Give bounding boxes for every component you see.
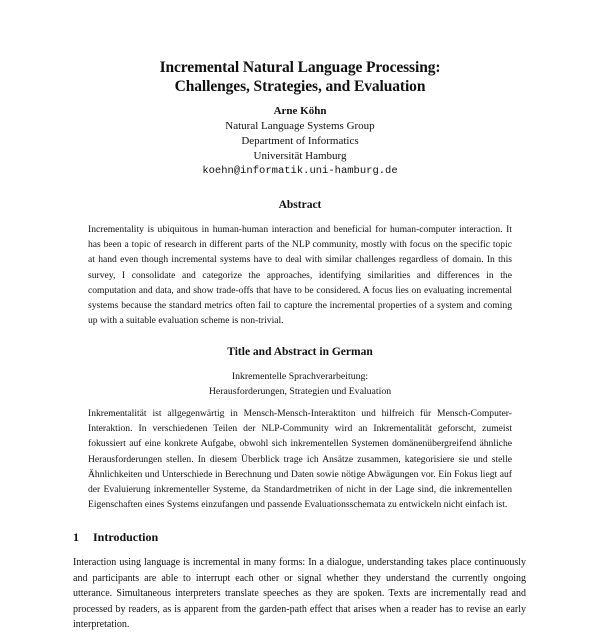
german-heading: Title and Abstract in German	[227, 346, 373, 358]
german-title-line-1: Inkrementelle Sprachverarbeitung:	[231, 371, 369, 382]
german-title-line-2: Herausforderungen, Strategien und Evaluation	[208, 386, 392, 397]
german-title	[0, 369, 600, 399]
abstract-text: Incrementality is ubiquitous in human-human interaction and beneficial for human-computer interaction. It has been a topic of research in different parts of the NLP community, mostly with focus on the specific topic at hand even though incremental systems have to deal with similar challenges regardless of domain. In this survey, I consolidate and categorize the approaches, identifying similarities and differences in the computation and data, and show trade-offs that have to be considered. A focus lies on evaluating incremental systems because the standard metrics often fail to capture the incremental properties of a system and coming up with a suitable evaluation scheme is non-trivial.	[88, 224, 512, 327]
introduction-text: Interaction using language is incremental in many forms: In a dialogue, understanding takes place continuously and participants are able to interrupt each other or signal whether they understand the currently ongoing utterance. Simultaneous interpreters translate speeches as they are spoken. Texts are incrementally read and processed by readers, as is apparent from the garden-path effect that arises when a reader has to revise an early interpretation.	[73, 557, 526, 630]
affiliation-university: Universität Hamburg	[253, 150, 347, 162]
section-heading-introduction	[73, 530, 158, 545]
german-abstract-text: Inkrementalität ist allgegenwärtig in Mensch-Mensch-Interaktiton und hilfreich für Mensch-Computer-Interaktion. In verschiedenen Teilen der NLP-Community wird an Inkrementalität geforscht, zumeist fokussiert auf eine konkrete Aufgabe, obwohl sich inkrementellen Systemen domänenübergreifend ähnliche Herausforderungen stellen. In diesem Überblick trage ich Ansätze zusammen, kategorisiere sie und stelle Ähnlichkeiten und Unterschiede in Berechnung und Daten sowie nötige Abwägungen vor. Ein Fokus liegt auf der Evaluierung inkrementeller Systeme, da Standardmetriken of nicht in der Lage sind, die inkrementellen Eigenschaften eines Systems einzufangen und passende Evaluationsschemata zu entwickeln nicht einfach ist.	[88, 408, 512, 511]
affiliation-department: Department of Informatics	[241, 135, 359, 147]
paper-title	[0, 58, 600, 96]
abstract-heading: Abstract	[278, 199, 322, 211]
section-number: 1	[73, 530, 79, 544]
author-email: koehn@informatik.uni-hamburg.de	[202, 165, 398, 177]
title-line-2: Challenges, Strategies, and Evaluation	[174, 78, 426, 95]
section-title: Introduction	[93, 530, 159, 544]
author-block	[0, 104, 600, 179]
title-line-1: Incremental Natural Language Processing:	[159, 59, 441, 76]
affiliation-group: Natural Language Systems Group	[225, 120, 375, 132]
author-name: Arne Köhn	[273, 105, 327, 117]
